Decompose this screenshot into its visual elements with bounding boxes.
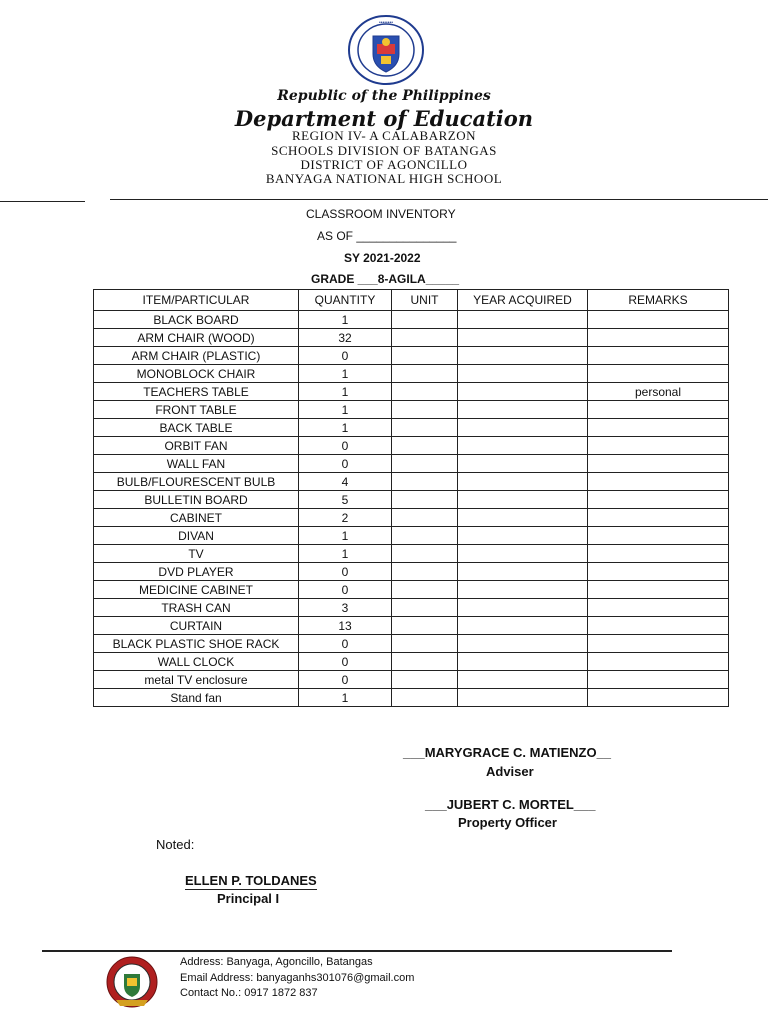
table-row <box>94 653 729 671</box>
cell-remarks <box>588 347 729 365</box>
cell-unit <box>392 347 458 365</box>
cell-remarks <box>588 671 729 689</box>
footer-rule <box>42 950 672 952</box>
cell-year-acquired <box>458 419 588 437</box>
cell-year-acquired <box>458 347 588 365</box>
table-row <box>94 419 729 437</box>
cell-quantity: 0 <box>299 671 392 689</box>
adviser-name: ___MARYGRACE C. MATIENZO__ <box>403 745 612 760</box>
cell-year-acquired <box>458 635 588 653</box>
cell-quantity: 2 <box>299 509 392 527</box>
cell-unit <box>392 329 458 347</box>
cell-unit <box>392 437 458 455</box>
cell-unit <box>392 383 458 401</box>
cell-unit <box>392 653 458 671</box>
cell-year-acquired <box>458 545 588 563</box>
cell-item: BACK TABLE <box>94 419 299 437</box>
column-header-unit: UNIT <box>392 290 458 311</box>
table-row <box>94 545 729 563</box>
cell-quantity: 5 <box>299 491 392 509</box>
svg-text:••••••••: •••••••• <box>378 20 394 26</box>
cell-year-acquired <box>458 581 588 599</box>
cell-unit <box>392 689 458 707</box>
cell-quantity: 1 <box>299 401 392 419</box>
cell-quantity: 0 <box>299 581 392 599</box>
cell-unit <box>392 473 458 491</box>
cell-remarks <box>588 473 729 491</box>
cell-item: WALL CLOCK <box>94 653 299 671</box>
cell-year-acquired <box>458 491 588 509</box>
cell-item: BLACK PLASTIC SHOE RACK <box>94 635 299 653</box>
cell-quantity: 1 <box>299 689 392 707</box>
table-row <box>94 617 729 635</box>
cell-remarks <box>588 311 729 329</box>
cell-item: MONOBLOCK CHAIR <box>94 365 299 383</box>
table-row <box>94 563 729 581</box>
cell-item: metal TV enclosure <box>94 671 299 689</box>
cell-unit <box>392 509 458 527</box>
cell-year-acquired <box>458 563 588 581</box>
cell-year-acquired <box>458 509 588 527</box>
table-row <box>94 365 729 383</box>
deped-seal <box>347 14 425 86</box>
cell-remarks <box>588 437 729 455</box>
inventory-table <box>93 289 729 707</box>
cell-year-acquired <box>458 383 588 401</box>
cell-unit <box>392 545 458 563</box>
cell-year-acquired <box>458 689 588 707</box>
cell-year-acquired <box>458 671 588 689</box>
cell-item: DIVAN <box>94 527 299 545</box>
cell-quantity: 0 <box>299 437 392 455</box>
cell-item: BLACK BOARD <box>94 311 299 329</box>
cell-quantity: 1 <box>299 419 392 437</box>
cell-item: TRASH CAN <box>94 599 299 617</box>
cell-unit <box>392 581 458 599</box>
header-rule-left <box>0 201 85 202</box>
table-row <box>94 329 729 347</box>
school-year: SY 2021-2022 <box>344 251 421 265</box>
table-body <box>94 311 729 707</box>
cell-unit <box>392 617 458 635</box>
cell-remarks <box>588 545 729 563</box>
cell-item: ARM CHAIR (PLASTIC) <box>94 347 299 365</box>
cell-remarks <box>588 599 729 617</box>
cell-quantity: 0 <box>299 635 392 653</box>
cell-quantity: 4 <box>299 473 392 491</box>
cell-item: TEACHERS TABLE <box>94 383 299 401</box>
as-of-line: AS OF _______________ <box>317 229 457 243</box>
table-row <box>94 527 729 545</box>
cell-remarks <box>588 419 729 437</box>
header-rule-right <box>110 199 768 200</box>
cell-quantity: 0 <box>299 455 392 473</box>
cell-year-acquired <box>458 599 588 617</box>
cell-year-acquired <box>458 473 588 491</box>
table-header-row <box>94 290 729 311</box>
school-logo <box>104 956 160 1008</box>
table-row <box>94 599 729 617</box>
cell-remarks <box>588 455 729 473</box>
cell-quantity: 1 <box>299 545 392 563</box>
column-header-item: ITEM/PARTICULAR <box>94 290 299 311</box>
table-row <box>94 473 729 491</box>
table-row <box>94 383 729 401</box>
cell-remarks <box>588 401 729 419</box>
table-row <box>94 401 729 419</box>
cell-quantity: 13 <box>299 617 392 635</box>
cell-quantity: 1 <box>299 311 392 329</box>
cell-remarks <box>588 365 729 383</box>
school-line: BANYAGA NATIONAL HIGH SCHOOL <box>265 171 503 186</box>
cell-unit <box>392 527 458 545</box>
footer-address: Address: Banyaga, Agoncillo, Batangas <box>180 956 373 968</box>
cell-unit <box>392 311 458 329</box>
cell-remarks <box>588 527 729 545</box>
cell-unit <box>392 563 458 581</box>
table-row <box>94 437 729 455</box>
cell-item: MEDICINE CABINET <box>94 581 299 599</box>
cell-item: DVD PLAYER <box>94 563 299 581</box>
cell-item: WALL FAN <box>94 455 299 473</box>
cell-item: CABINET <box>94 509 299 527</box>
cell-unit <box>392 419 458 437</box>
table-row <box>94 671 729 689</box>
cell-item: TV <box>94 545 299 563</box>
cell-remarks <box>588 635 729 653</box>
table-row <box>94 581 729 599</box>
region-line: REGION IV- A CALABARZON <box>292 128 476 143</box>
cell-unit <box>392 635 458 653</box>
cell-quantity: 1 <box>299 527 392 545</box>
table-row <box>94 455 729 473</box>
cell-item: CURTAIN <box>94 617 299 635</box>
cell-year-acquired <box>458 527 588 545</box>
column-header-quantity: QUANTITY <box>299 290 392 311</box>
table-row <box>94 311 729 329</box>
district-line: DISTRICT OF AGONCILLO <box>300 157 468 172</box>
cell-remarks <box>588 689 729 707</box>
cell-quantity: 0 <box>299 563 392 581</box>
cell-item: ORBIT FAN <box>94 437 299 455</box>
cell-remarks <box>588 509 729 527</box>
principal-role: Principal I <box>217 891 280 906</box>
table-row <box>94 635 729 653</box>
cell-year-acquired <box>458 365 588 383</box>
republic-line: Republic of the Philippines <box>277 88 491 104</box>
cell-item: Stand fan <box>94 689 299 707</box>
cell-unit <box>392 455 458 473</box>
cell-unit <box>392 365 458 383</box>
cell-remarks <box>588 563 729 581</box>
cell-remarks <box>588 617 729 635</box>
cell-remarks <box>588 653 729 671</box>
footer-contact: Contact No.: 0917 1872 837 <box>180 987 318 999</box>
cell-item: BULB/FLOURESCENT BULB <box>94 473 299 491</box>
adviser-role: Adviser <box>486 764 534 779</box>
cell-remarks <box>588 491 729 509</box>
division-line: SCHOOLS DIVISION OF BATANGAS <box>271 143 497 158</box>
footer-email: Email Address: banyaganhs301076@gmail.com <box>180 972 415 984</box>
cell-year-acquired <box>458 617 588 635</box>
cell-remarks <box>588 329 729 347</box>
table-row <box>94 509 729 527</box>
department-title: Department of Education <box>234 106 534 131</box>
cell-item: ARM CHAIR (WOOD) <box>94 329 299 347</box>
table-row <box>94 491 729 509</box>
cell-year-acquired <box>458 437 588 455</box>
grade-line: GRADE ___8-AGILA_____ <box>311 272 460 286</box>
property-officer-name: ___JUBERT C. MORTEL___ <box>425 797 596 812</box>
table-row <box>94 689 729 707</box>
cell-year-acquired <box>458 455 588 473</box>
noted-label: Noted: <box>156 837 195 852</box>
cell-remarks <box>588 581 729 599</box>
cell-year-acquired <box>458 311 588 329</box>
cell-year-acquired <box>458 653 588 671</box>
cell-quantity: 3 <box>299 599 392 617</box>
cell-quantity: 1 <box>299 383 392 401</box>
cell-quantity: 0 <box>299 653 392 671</box>
cell-year-acquired <box>458 401 588 419</box>
inventory-heading: CLASSROOM INVENTORY <box>306 207 456 221</box>
cell-unit <box>392 401 458 419</box>
cell-quantity: 1 <box>299 365 392 383</box>
cell-quantity: 32 <box>299 329 392 347</box>
cell-item: BULLETIN BOARD <box>94 491 299 509</box>
column-header-year: YEAR ACQUIRED <box>458 290 588 311</box>
principal-name: ELLEN P. TOLDANES <box>185 873 317 888</box>
cell-unit <box>392 599 458 617</box>
cell-remarks: personal <box>588 383 729 401</box>
cell-item: FRONT TABLE <box>94 401 299 419</box>
column-header-remarks: REMARKS <box>588 290 729 311</box>
cell-quantity: 0 <box>299 347 392 365</box>
table-row <box>94 347 729 365</box>
cell-unit <box>392 491 458 509</box>
cell-year-acquired <box>458 329 588 347</box>
property-officer-role: Property Officer <box>458 815 557 830</box>
cell-unit <box>392 671 458 689</box>
